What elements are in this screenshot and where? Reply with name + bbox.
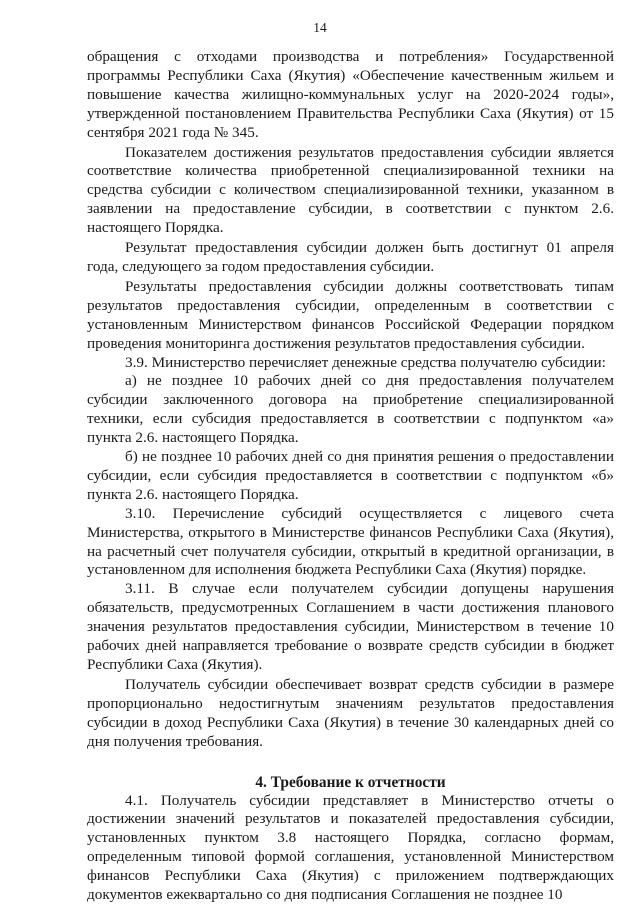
section-heading: 4. Требование к отчетности <box>255 773 446 791</box>
paragraph-continuation: обращения с отходами производства и потребления» Государственной программы Республики Саха (Якутия) «Обеспечение качественным жильем и повышение качества жилищно-коммунальных услуг на 2020-2024 годы», утвержденной постановлением Правительства Республики Саха (Якутия) от 15 сентября 2021 года № 345. <box>87 48 614 141</box>
paragraph-4-1: 4.1. Получатель субсидии представляет в Министерство отчеты о достижении значений результатов и показателей предоставления субсидии, установленных пунктом 3.8 настоящего Порядка, согласно формам, определенным типовой формой соглашения, установленной Министерством финансов Республики Саха (Якутия) с приложением подтверждающих документов ежеквартально со дня подписания Соглашения не позднее 10 <box>87 791 614 904</box>
paragraph-3-9-a: а) не позднее 10 рабочих дней со дня предоставления получателем субсидии заключенного договора на приобретение специализированной техники, если субсидия предоставляется в соответствии с подпунктом «а» пункта 2.6. настоящего Порядка. <box>87 372 614 447</box>
paragraph-3-11: 3.11. В случае если получателем субсидии допущены нарушения обязательств, предусмотренных Соглашением в части достижения планового значения результатов предоставления субсидии, Министерством в течение 10 рабочих дней направляется требование о возврате средств субсидии в бюджет Республики Саха (Якутия). <box>87 580 614 673</box>
paragraph-result-types: Результаты предоставления субсидии должны соответствовать типам результатов предоставления субсидии, определенным в соответствии с установленным Министерством финансов Российской Федерации порядком проведения мониторинга достижения результатов предоставления субсидии. <box>87 277 614 352</box>
paragraph-result-deadline: Результат предоставления субсидии должен быть достигнут 01 апреля года, следующего за годом предоставления субсидии. <box>87 239 614 275</box>
page-body <box>87 48 614 905</box>
paragraph-3-9: 3.9. Министерство перечисляет денежные средства получателю субсидии: <box>125 353 606 371</box>
paragraph-indicator: Показателем достижения результатов предоставления субсидии является соответствие количества приобретенной специализированной техники на средства субсидии с количеством специализированной техники, указанном в заявлении на предоставление субсидии, в соответствии с пунктом 2.6. настоящего Порядка. <box>87 143 614 237</box>
page-number: 14 <box>313 20 327 35</box>
paragraph-3-10: 3.10. Перечисление субсидий осуществляется с лицевого счета Министерства, открытого в Министерстве финансов Республики Саха (Якутия), на расчетный счет получателя субсидии, открытый в кредитной организации, в установленном для исполнения бюджета Республики Саха (Якутия) порядке. <box>87 504 614 579</box>
paragraph-refund: Получатель субсидии обеспечивает возврат средств субсидии в размере пропорционально недостигнутым значениям результатов предоставления субсидии в доход Республики Саха (Якутия) в течение 30 календарных дней со дня получения требования. <box>87 675 614 750</box>
paragraph-3-9-b: б) не позднее 10 рабочих дней со дня принятия решения о предоставлении субсидии, если субсидия предоставляется в соответствии с подпунктом «б» пункта 2.6. настоящего Порядка. <box>87 448 614 503</box>
